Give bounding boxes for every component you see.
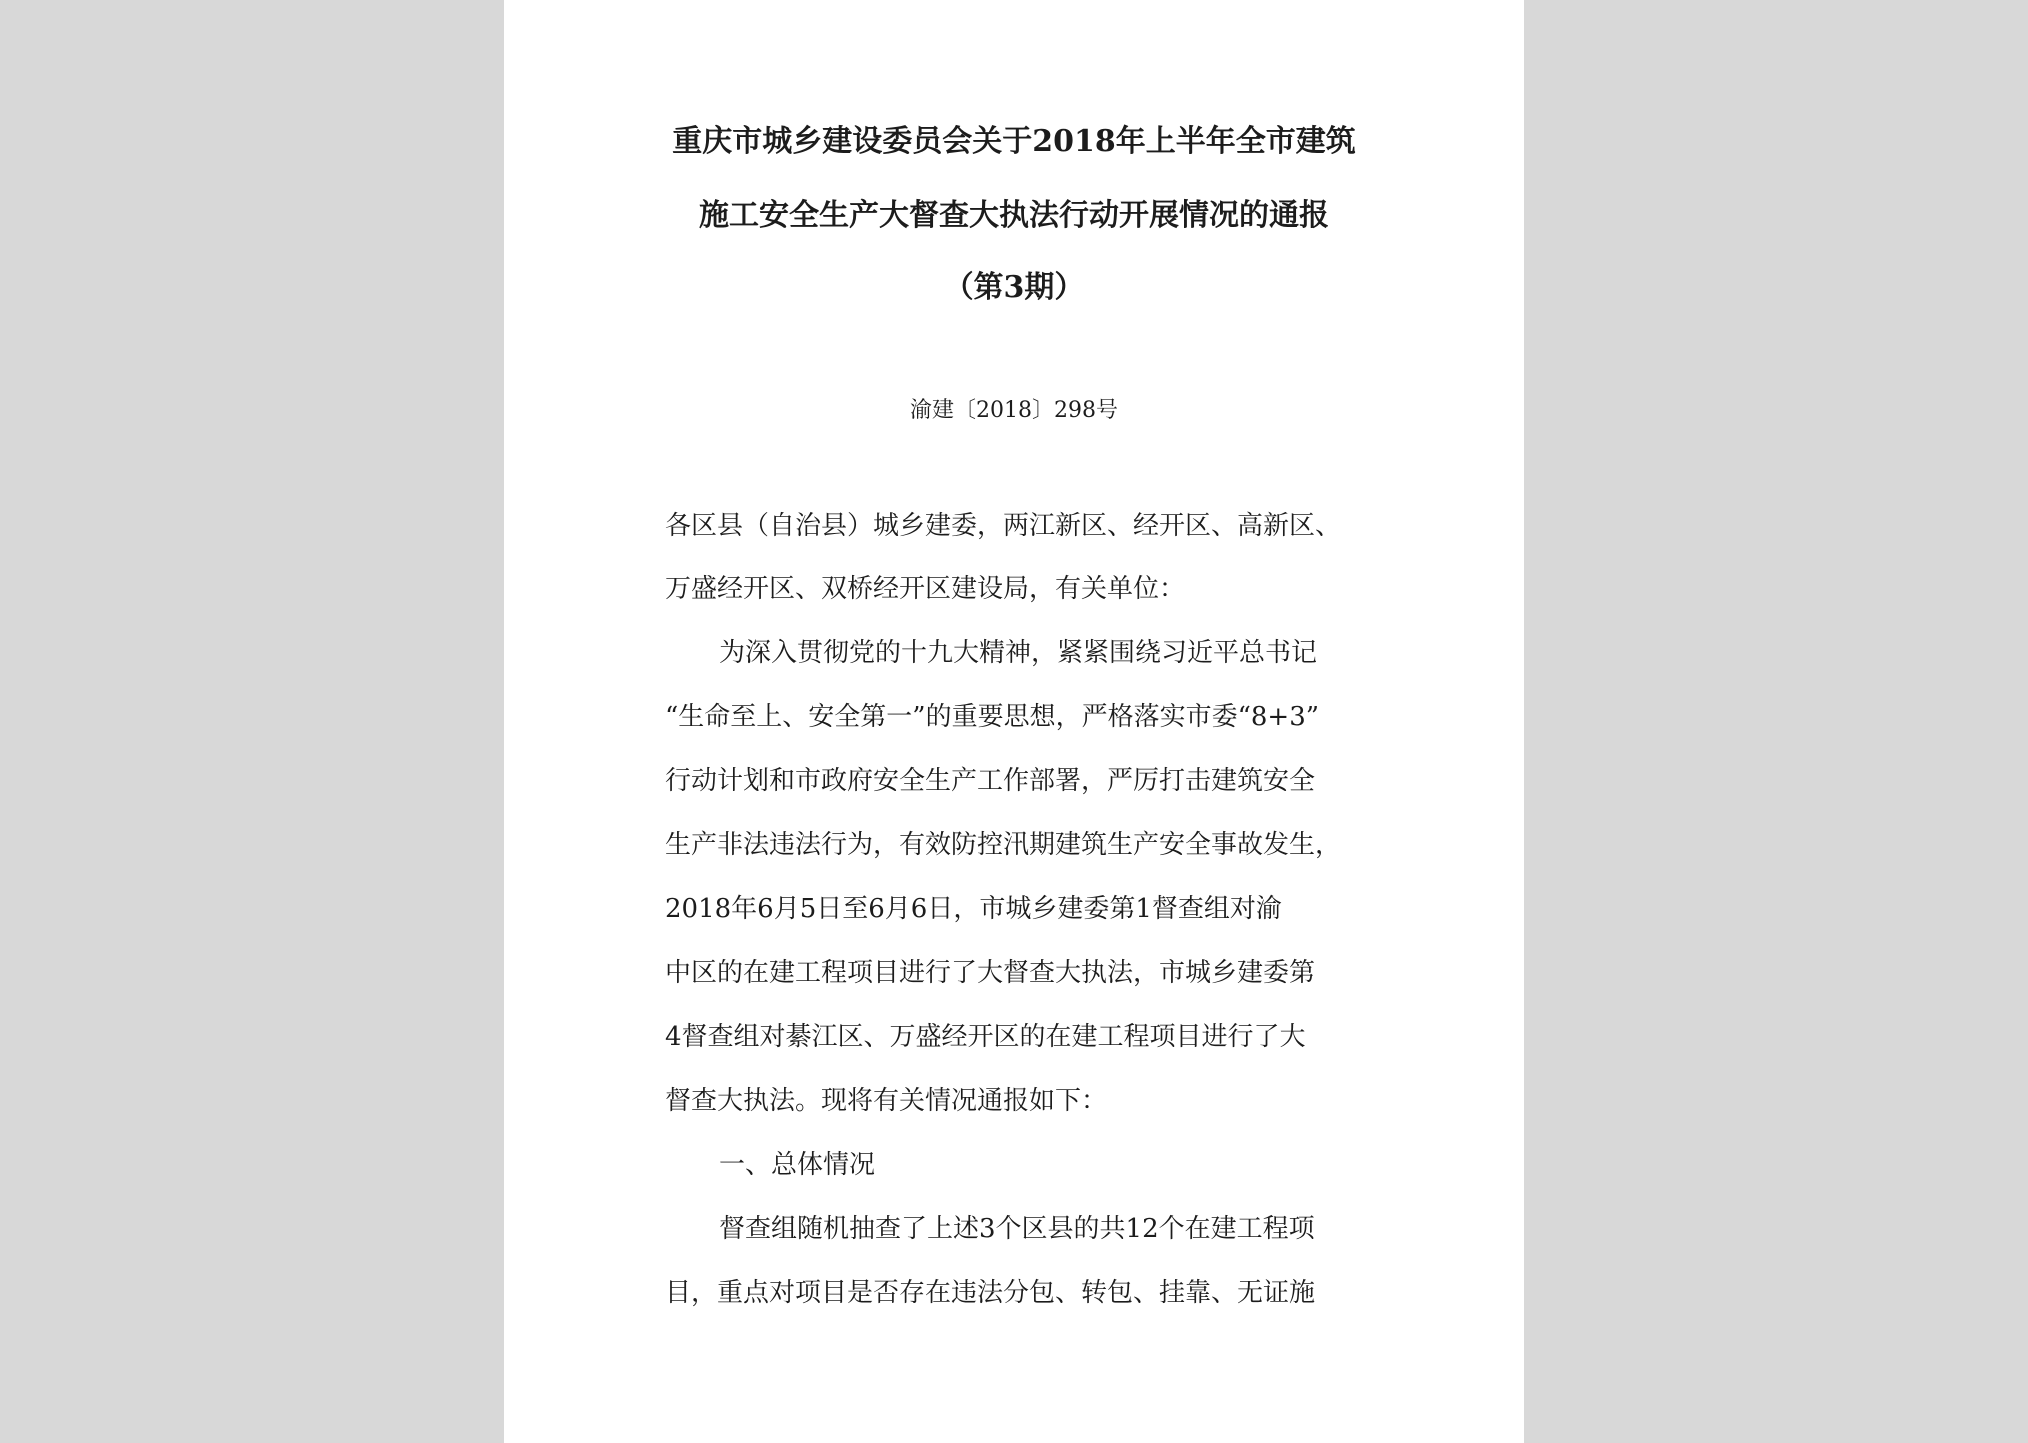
document-page (504, 0, 1524, 1443)
section-heading: 一、总体情况 (719, 1150, 876, 1180)
paragraph-line: 督查组随机抽查了上述3个区县的共12个在建工程项 (719, 1214, 1315, 1244)
paragraph-line: 中区的在建工程项目进行了大督查大执法，市城乡建委第 (665, 958, 1316, 988)
title-line-2: 施工安全生产大督查大执法行动开展情况的通报 (699, 198, 1329, 233)
paragraph-line: 为深入贯彻党的十九大精神，紧紧围绕习近平总书记 (719, 638, 1318, 668)
addressee-line-2: 万盛经开区、双桥经开区建设局，有关单位： (665, 574, 1186, 604)
addressee-line-1: 各区县（自治县）城乡建委，两江新区、经开区、高新区、 (665, 511, 1342, 541)
paragraph-line: “生命至上、安全第一”的重要思想，严格落实市委“8+3” (665, 702, 1320, 732)
paragraph-line: 2018年6月5日至6月6日，市城乡建委第1督查组对渝 (665, 894, 1282, 924)
paragraph-line: 4督查组对綦江区、万盛经开区的在建工程项目进行了大 (665, 1022, 1306, 1052)
doc-number: 渝建〔2018〕298号 (910, 398, 1118, 423)
title-line-1: 重庆市城乡建设委员会关于2018年上半年全市建筑 (672, 124, 1356, 159)
title-line-3: （第3期） (943, 270, 1085, 305)
paragraph-line: 生产非法违法行为，有效防控汛期建筑生产安全事故发生， (665, 830, 1342, 860)
paragraph-line: 行动计划和市政府安全生产工作部署，严厉打击建筑安全 (665, 766, 1316, 796)
paragraph-line: 督查大执法。现将有关情况通报如下： (665, 1086, 1108, 1116)
paragraph-line: 目，重点对项目是否存在违法分包、转包、挂靠、无证施 (665, 1278, 1316, 1308)
